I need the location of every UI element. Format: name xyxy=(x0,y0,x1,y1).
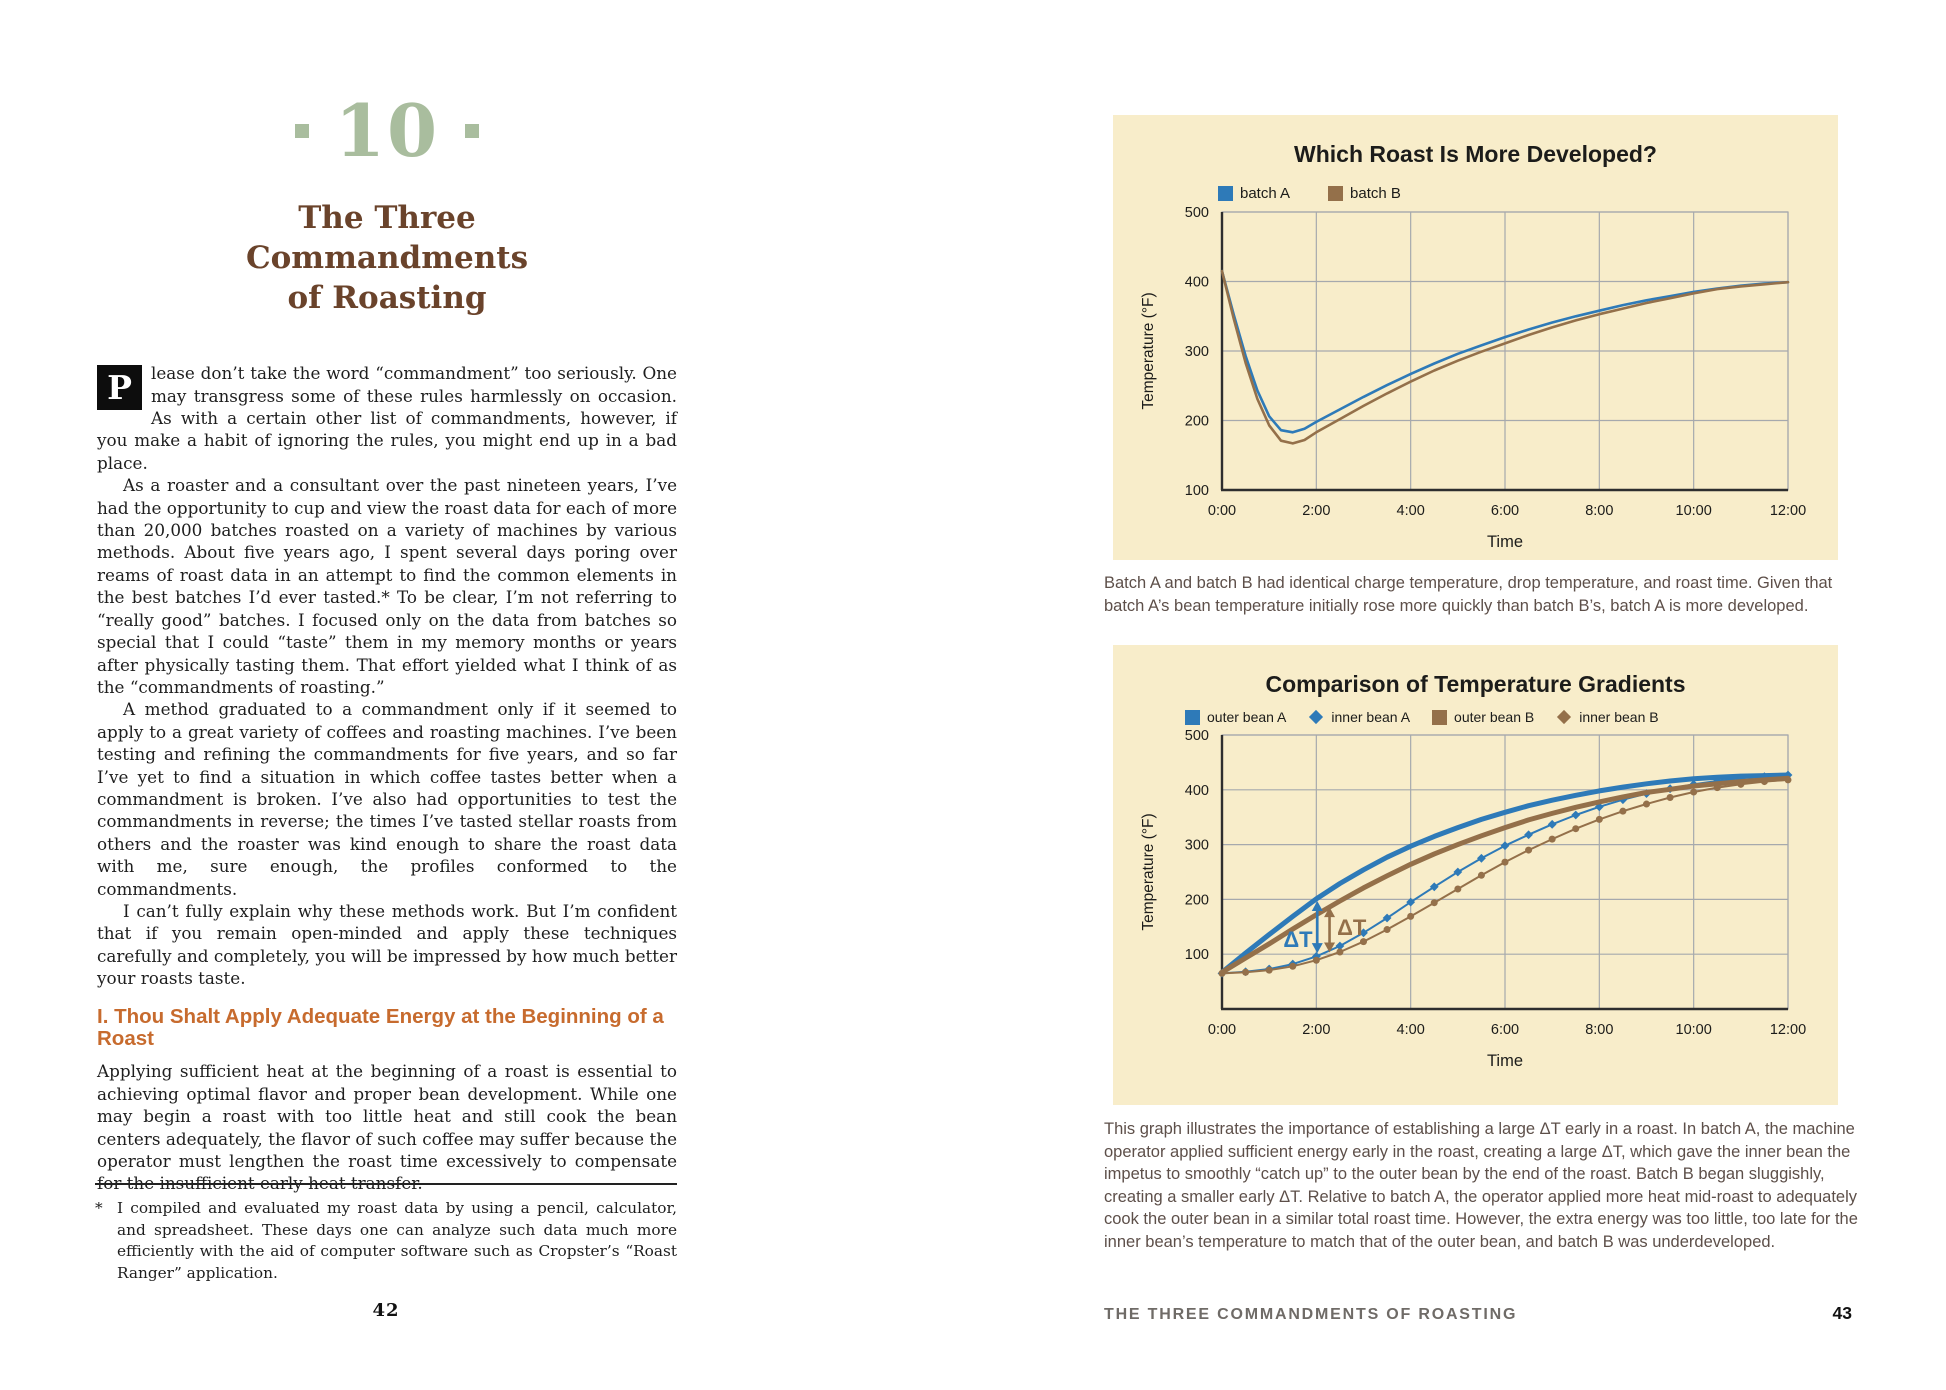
chapter-title xyxy=(97,198,677,318)
legend-square-swatch-icon xyxy=(1218,186,1233,201)
x-axis-title: Time xyxy=(1486,1052,1524,1070)
chart2-legend xyxy=(1185,709,1659,725)
legend-diamond-swatch-icon xyxy=(1557,710,1571,724)
svg-text:ΔT: ΔT xyxy=(1337,914,1367,940)
svg-text:4:00: 4:00 xyxy=(1396,503,1425,519)
legend-label: outer bean A xyxy=(1207,709,1287,725)
section-paragraph: Applying sufficient heat at the beginning of a roast is essential to achieving optimal flavor and proper bean development. While one may begin a roast with too little heat and still cook the bean centers adequately, the flavor of such coffee may suffer because the operator must lengthen the roast time excessively to compensate for the insufficient early heat transfer. xyxy=(97,1061,677,1194)
svg-text:500: 500 xyxy=(1184,205,1209,221)
square-ornament-icon xyxy=(295,124,309,138)
legend-square-swatch-icon xyxy=(1185,710,1200,725)
chapter-number: 10 xyxy=(334,88,440,173)
body-paragraph-1 xyxy=(97,362,677,474)
paragraph-1-text: lease don’t take the word “commandment” too seriously. One may transgress some of these rules harmlessly on occasion. As with a certain other list of commandments, however, if you make a habit of ignoring the rules, you might end up in a bad place. xyxy=(97,363,677,473)
legend-item xyxy=(1218,185,1290,202)
chart2-title: Comparison of Temperature Gradients xyxy=(1265,671,1686,697)
chart-panel-developed xyxy=(1113,115,1838,560)
legend-item xyxy=(1185,709,1286,725)
y-axis-title: Temperature (°F) xyxy=(1140,292,1157,410)
chapter-title-line: The Three xyxy=(298,200,476,237)
svg-text:100: 100 xyxy=(1184,947,1209,964)
chart1-title: Which Roast Is More Developed? xyxy=(1294,141,1657,167)
legend-item xyxy=(1308,709,1410,725)
svg-text:12:00: 12:00 xyxy=(1769,1022,1807,1038)
legend-diamond-swatch-icon xyxy=(1309,710,1323,724)
chart-svg-developed xyxy=(1113,115,1838,560)
svg-text:2:00: 2:00 xyxy=(1302,503,1331,519)
annotation-delta-t xyxy=(1324,907,1367,952)
svg-text:6:00: 6:00 xyxy=(1490,503,1520,519)
svg-text:0:00: 0:00 xyxy=(1207,503,1237,519)
legend-item xyxy=(1556,709,1658,725)
svg-text:10:00: 10:00 xyxy=(1675,1022,1712,1038)
legend-square-swatch-icon xyxy=(1432,710,1447,725)
svg-text:200: 200 xyxy=(1184,892,1209,909)
svg-text:8:00: 8:00 xyxy=(1585,503,1614,519)
chart1-legend xyxy=(1218,185,1401,202)
footnote xyxy=(95,1183,677,1284)
page-number-right: 43 xyxy=(1832,1303,1852,1323)
x-axis-title: Time xyxy=(1486,533,1524,551)
chart-panel-gradients xyxy=(1113,645,1838,1105)
svg-text:10:00: 10:00 xyxy=(1675,503,1712,519)
legend-item xyxy=(1328,185,1401,202)
tick-labels xyxy=(1185,728,1806,1038)
page-number-left: 42 xyxy=(372,1300,400,1321)
svg-text:100: 100 xyxy=(1184,483,1209,499)
svg-text:300: 300 xyxy=(1184,344,1209,360)
section-heading: I. Thou Shalt Apply Adequate Energy at the Beginning of a Roast xyxy=(97,1004,664,1051)
y-axis-title: Temperature (°F) xyxy=(1140,813,1157,931)
legend-item xyxy=(1432,709,1534,725)
legend-label: batch A xyxy=(1240,185,1291,202)
legend-label: outer bean B xyxy=(1454,709,1535,725)
svg-text:500: 500 xyxy=(1184,728,1209,744)
svg-text:0:00: 0:00 xyxy=(1207,1022,1237,1038)
chapter-head xyxy=(97,88,677,318)
gridlines xyxy=(1222,212,1788,490)
body-paragraph-2: As a roaster and a consultant over the past nineteen years, I’ve had the opportunity to cup and view the roast data for each of more than 20,000 batches roasted on a variety of machines by various methods. About five years ago, I spent several days poring over reams of roast data in an attempt to find the common elements in the best batches I’d ever tasted.* To be clear, I’m not referring to “really good” batches. I focused only on the data from batches so special that I could “taste” them in my memory months or years after physically tasting them. That effort yielded what I think of as the “commandments of roasting.” xyxy=(97,475,677,697)
svg-text:300: 300 xyxy=(1184,837,1209,854)
legend-label: batch B xyxy=(1350,185,1401,202)
svg-text:ΔT: ΔT xyxy=(1283,926,1313,952)
footnote-text: I compiled and evaluated my roast data by using a pencil, calculator, and spreadsheet. These days one can analyze such data much more efficiently with the aid of computer software such as Cropster’s “Roast Ranger” application. xyxy=(117,1199,677,1282)
square-ornament-icon xyxy=(465,124,479,138)
running-footer-title: THE THREE COMMANDMENTS OF ROASTING xyxy=(1104,1306,1518,1323)
chart1-caption: Batch A and batch B had identical charge temperature, drop temperature, and roast time. Given that batch A’s bean temperature initially rose more quickly than batch B’s, batch A is more developed. xyxy=(1104,574,1833,615)
body-paragraph-3: A method graduated to a commandment only if it seemed to apply to a great variety of coffees and roasting machines. I’ve been testing and refining the commandments for five years, and so far I’ve yet to find a situation in which coffee tastes better when a commandment is broken. I’ve also had opportunities to test the commandments in reverse; the times I’ve tasted stellar roasts from others and the roaster was kind enough to share the roast data with me, sure enough, the profiles conformed to the commandments. xyxy=(97,699,677,899)
footnote-marker: * xyxy=(95,1199,103,1217)
svg-text:4:00: 4:00 xyxy=(1396,1022,1425,1038)
legend-label: inner bean A xyxy=(1331,709,1411,725)
running-footer-row xyxy=(1104,1303,1852,1324)
chapter-number-row xyxy=(97,88,677,173)
svg-text:400: 400 xyxy=(1184,782,1209,799)
footnote-body xyxy=(95,1198,677,1284)
svg-text:2:00: 2:00 xyxy=(1302,1022,1331,1038)
drop-cap: P xyxy=(97,365,142,410)
chart2-caption: This graph illustrates the importance of establishing a large ΔT early in a roast. In batch A, the machine operator applied sufficient energy early in the roast, creating a large ΔT, which gave the inner bean the impetus to smoothly “catch up” to the outer bean by the end of the roast. Batch B began sluggishly, creating a smaller early ΔT. Relative to batch A, the operator applied more heat mid-roast to adequately cook the outer bean in a similar total roast time. However, the extra energy was too little, too late for the inner bean’s temperature to match that of the outer bean, and batch B was underdeveloped. xyxy=(1104,1120,1858,1251)
svg-text:8:00: 8:00 xyxy=(1585,1022,1614,1038)
body-text xyxy=(97,362,677,1195)
svg-text:6:00: 6:00 xyxy=(1490,1022,1520,1038)
svg-text:200: 200 xyxy=(1184,413,1209,430)
svg-text:12:00: 12:00 xyxy=(1769,503,1807,519)
chapter-title-line: Commandments xyxy=(245,240,529,277)
svg-text:400: 400 xyxy=(1184,274,1209,291)
footnote-rule xyxy=(95,1183,677,1185)
chapter-title-line: of Roasting xyxy=(287,280,487,317)
left-page xyxy=(97,88,677,1195)
legend-label: inner bean B xyxy=(1579,709,1659,725)
legend-square-swatch-icon xyxy=(1328,186,1343,201)
tick-labels xyxy=(1185,205,1806,519)
body-paragraph-4: I can’t fully explain why these methods work. But I’m confident that if you remain open-minded and apply these techniques carefully and completely, you will be impressed by how much better your roasts taste. xyxy=(97,900,677,989)
